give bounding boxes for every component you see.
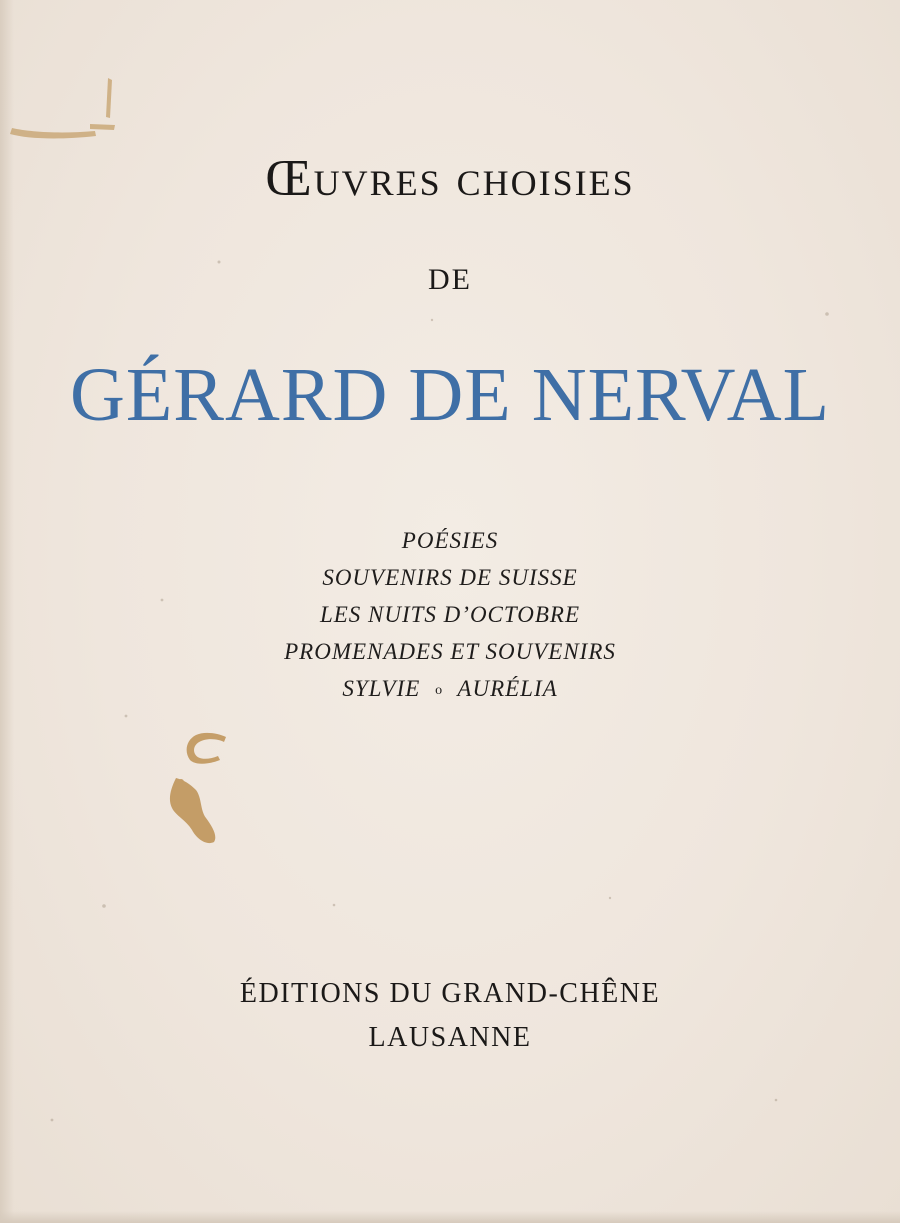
title-preposition: DE xyxy=(428,263,472,296)
contents-item-aurelia: AURÉLIA xyxy=(457,676,558,701)
contents-item: SOUVENIRS DE SUISSE xyxy=(322,565,578,590)
contents-item: LES NUITS D’OCTOBRE xyxy=(319,602,581,627)
publisher-name: ÉDITIONS DU GRAND-CHÊNE xyxy=(239,978,661,1009)
contents-item: PROMENADES ET SOUVENIRS xyxy=(284,639,616,664)
contents-item: POÉSIES xyxy=(401,528,499,553)
contents-list xyxy=(0,522,900,707)
contents-item-last xyxy=(0,670,900,707)
publisher-block xyxy=(0,972,900,1060)
contents-separator: o xyxy=(435,683,444,698)
contents-item-sylvie: SYLVIE xyxy=(342,676,421,701)
author-name: GÉRARD DE NERVAL xyxy=(69,353,831,437)
publisher-city: LAUSANNE xyxy=(368,1022,532,1053)
book-title: Œuvres choisies xyxy=(265,150,635,207)
